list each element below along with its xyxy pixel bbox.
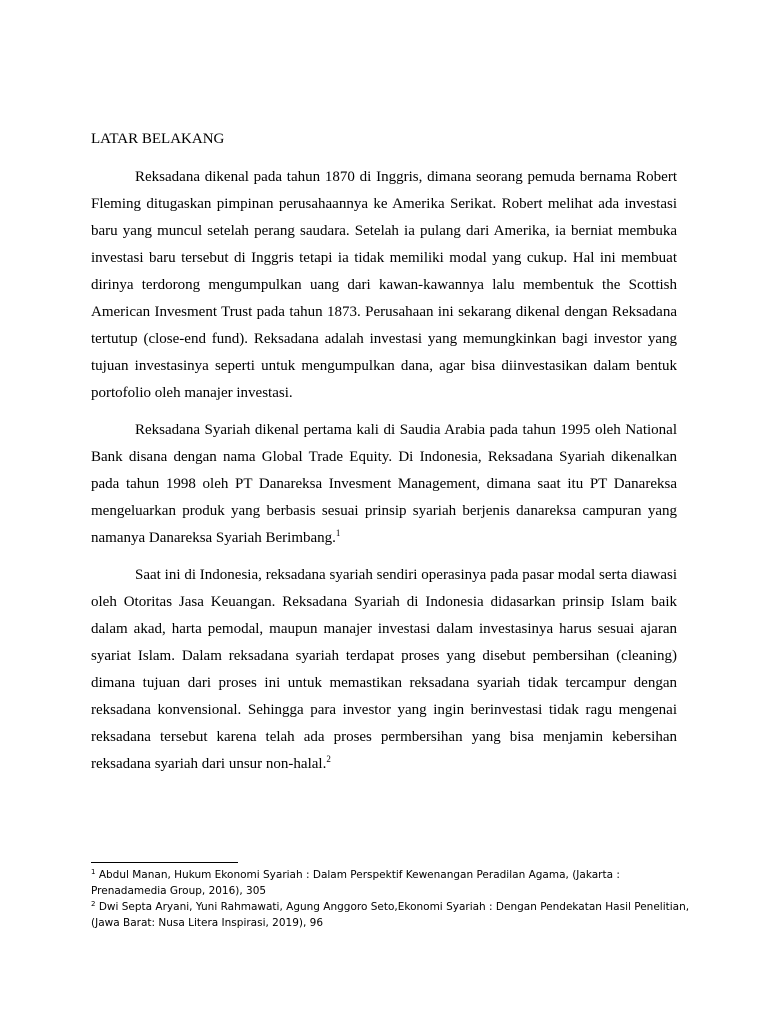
footnote-separator xyxy=(91,862,238,863)
paragraph-text: Reksadana Syariah dikenal pertama kali di Saudia Arabia pada tahun 1995 oleh National Bank disana dengan nama Global Trade Equity. Di Indonesia, Reksadana Syariah dikenalkan pada tahun 1998 oleh PT Danareksa Invesment Management, dimana saat itu PT Danareksa mengeluarkan produk yang berbasis sesuai prinsip syariah berjenis danareksa campuran yang namanya Danareksa Syariah Berimbang. xyxy=(91,422,677,546)
paragraph-text: Reksadana dikenal pada tahun 1870 di Inggris, dimana seorang pemuda bernama Robert Fleming ditugaskan pimpinan perusahaannya ke Amerika Serikat. Robert melihat ada investasi baru yang muncul setelah perang saudara. Setelah ia pulang dari Amerika, ia berniat membuka investasi baru tersebut di Inggris tetapi ia tidak memiliki modal yang cukup. Hal ini membuat dirinya terdorong mengumpulkan uang dari kawan-kawannya lalu membentuk the Scottish American Invesment Trust pada tahun 1873. Perusahaan ini sekarang dikenal dengan Reksadana tertutup (close-end fund). Reksadana adalah investasi yang memungkinkan bagi investor yang tujuan investasinya seperti untuk mengumpulkan dana, agar bisa diinvestasikan dalam bentuk portofolio oleh manajer investasi. xyxy=(91,169,677,401)
paragraph-3 xyxy=(91,562,677,778)
footnote-text: Dwi Septa Aryani, Yuni Rahmawati, Agung Anggoro Seto,Ekonomi Syariah : Dengan Pendekatan Hasil Penelitian, (Jawa Barat: Nusa Litera Inspirasi, 2019), 96 xyxy=(91,901,690,929)
footnote-number: 2 xyxy=(91,900,96,908)
footnotes xyxy=(91,867,691,931)
footnote-ref[interactable]: 2 xyxy=(326,754,331,764)
paragraph-1 xyxy=(91,164,677,407)
footnote-text: Abdul Manan, Hukum Ekonomi Syariah : Dalam Perspektif Kewenangan Peradilan Agama, (Jakarta : Prenadamedia Group, 2016), 305 xyxy=(91,869,620,897)
footnote-1 xyxy=(91,867,691,899)
footnote-2 xyxy=(91,899,691,931)
footnote-ref[interactable]: 1 xyxy=(335,528,341,538)
paragraph-2 xyxy=(91,417,677,552)
paragraph-text: Saat ini di Indonesia, reksadana syariah sendiri operasinya pada pasar modal serta diawasi oleh Otoritas Jasa Keuangan. Reksadana Syariah di Indonesia didasarkan prinsip Islam baik dalam akad, harta pemodal, maupun manajer investasi dalam investasinya harus sesuai ajaran syariat Islam. Dalam reksadana syariah terdapat proses yang disebut pembersihan (cleaning) dimana tujuan dari proses ini untuk memastikan reksadana syariah tidak tercampur dengan reksadana konvensional. Sehingga para investor yang ingin berinvestasi tidak ragu mengenai reksadana tersebut karena telah ada proses permbersihan yang bisa menjamin kebersihan reksadana syariah dari unsur non-halal. xyxy=(91,567,677,772)
section-heading: LATAR BELAKANG xyxy=(91,131,225,147)
body-text xyxy=(91,164,677,778)
footnote-number: 1 xyxy=(91,868,96,876)
